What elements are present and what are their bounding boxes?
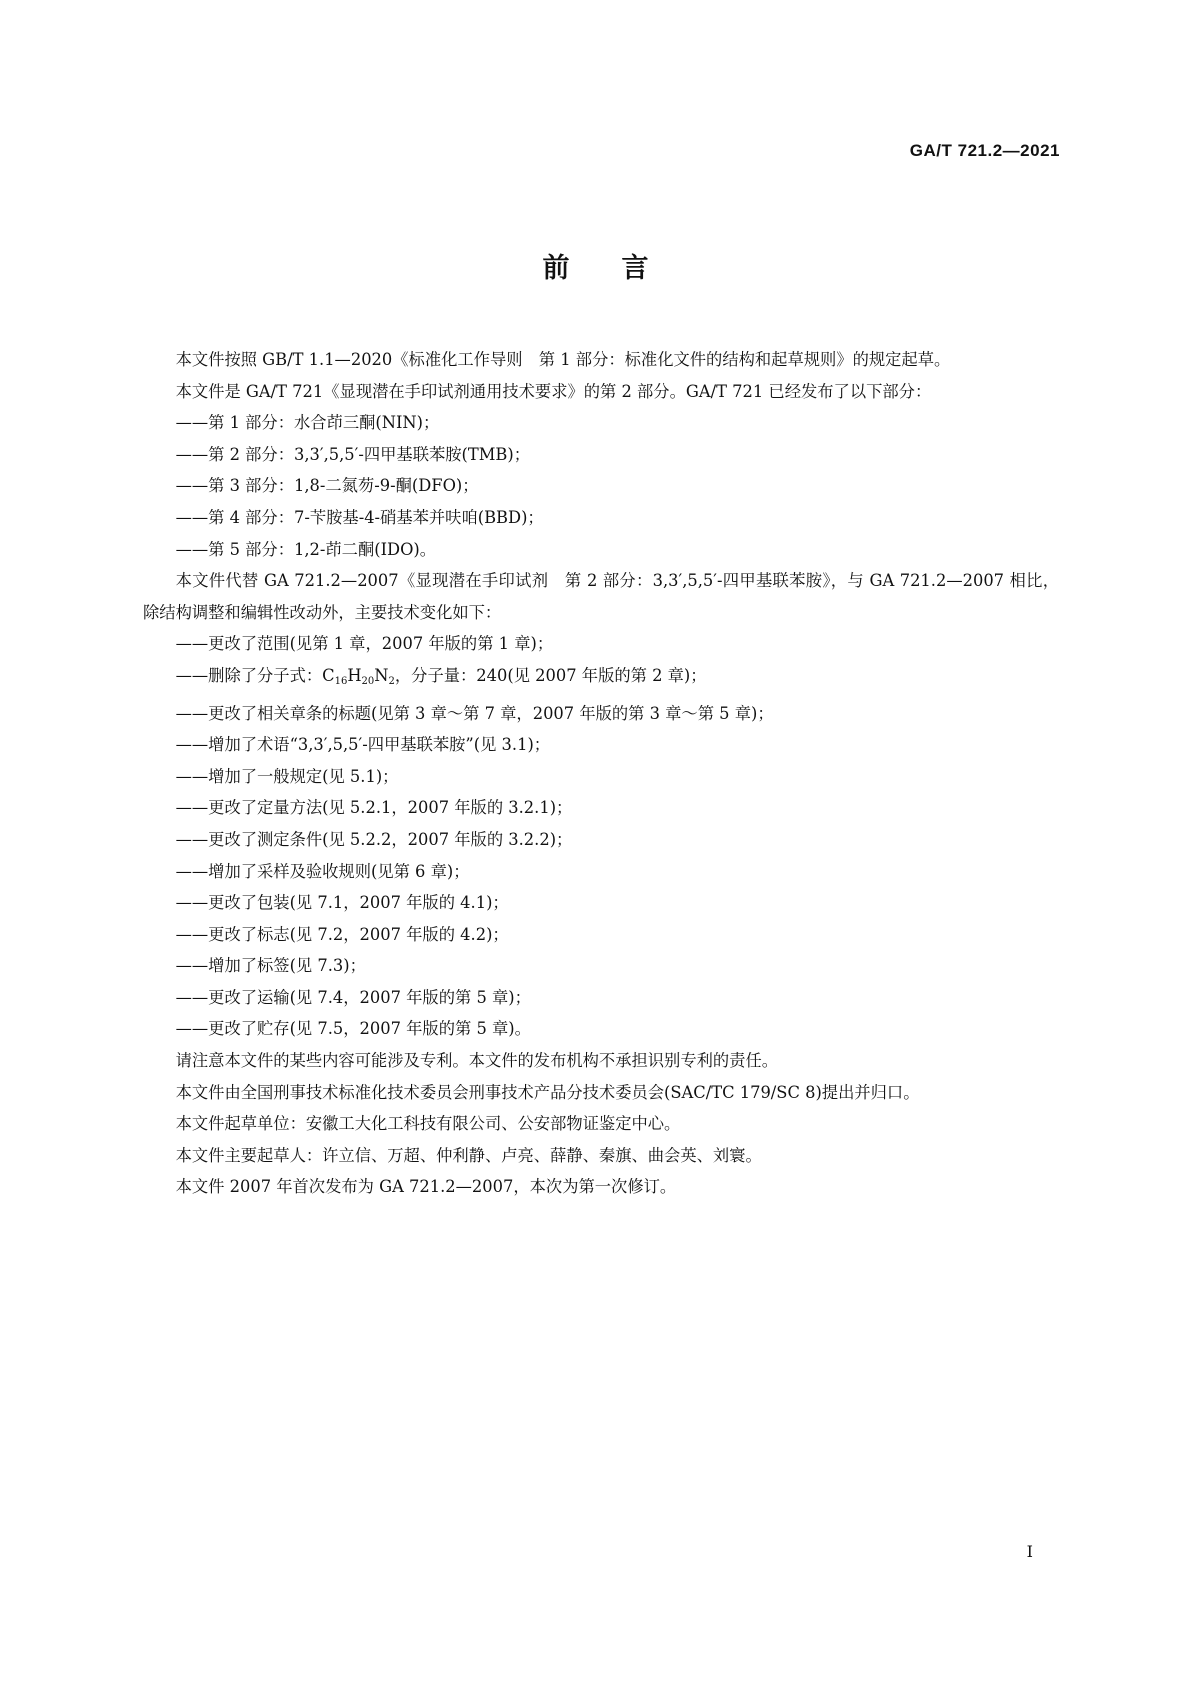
list-item-change: ——更改了相关章条的标题(见第 3 章～第 7 章，2007 年版的第 3 章～第 5 章)； [175, 703, 774, 723]
list-item-part-5: ——第 5 部分：1,2-茚二酮(IDO)。 [175, 539, 437, 559]
list-item-change: ——更改了范围(见第 1 章，2007 年版的第 1 章)； [175, 634, 554, 654]
list-item-change: ——增加了一般规定(见 5.1)； [175, 766, 399, 786]
paragraph-replacement: 本文件代替 GA 721.2—2007《显现潜在手印试剂 第 2 部分：3,3′,5,5′-四甲基联苯胺》，与 GA 721.2—2007 相比，除结构调整和编辑性改动外，主要技术变化如下： [143, 571, 1059, 622]
formula-element: N [374, 665, 389, 685]
paragraph-series-intro: 本文件是 GA/T 721《显现潜在手印试剂通用技术要求》的第 2 部分。GA/T 721 已经发布了以下部分： [175, 381, 932, 401]
list-item-change: ——增加了标签(见 7.3)； [175, 956, 366, 976]
document-body [143, 344, 1059, 1203]
list-item-change: ——更改了贮存(见 7.5，2007 年版的第 5 章)。 [175, 1019, 531, 1039]
list-item-change: ——增加了术语“3,3′,5,5′-四甲基联苯胺”(见 3.1)； [175, 735, 551, 755]
list-item-change: ——增加了采样及验收规则(见第 6 章)； [175, 861, 470, 881]
list-item-change: ——更改了包装(见 7.1，2007 年版的 4.1)； [175, 893, 509, 913]
paragraph-proposer: 本文件由全国刑事技术标准化技术委员会刑事技术产品分技术委员会(SAC/TC 179/SC 8)提出并归口。 [175, 1082, 920, 1102]
formula-suffix: ，分子量：240(见 2007 年版的第 2 章)； [394, 665, 707, 685]
formula-subscript: 16 [334, 675, 348, 687]
page-number: I [1026, 1542, 1033, 1561]
list-item-part-1: ——第 1 部分：水合茚三酮(NIN)； [175, 413, 440, 433]
list-item-part-2: ——第 2 部分：3,3′,5,5′-四甲基联苯胺(TMB)； [175, 444, 531, 464]
list-item-change: ——更改了定量方法(见 5.2.1，2007 年版的 3.2.1)； [175, 798, 573, 818]
list-item-change: ——更改了标志(见 7.2，2007 年版的 4.2)； [175, 924, 509, 944]
formula-prefix: ——删除了分子式：C [175, 665, 335, 685]
list-item-change: ——更改了测定条件(见 5.2.2，2007 年版的 3.2.2)； [175, 829, 573, 849]
paragraph-history: 本文件 2007 年首次发布为 GA 721.2—2007，本次为第一次修订。 [175, 1177, 677, 1197]
paragraph-drafters: 本文件主要起草人：许立信、万超、仲利静、卢亮、薛静、秦旗、曲会英、刘寰。 [175, 1145, 762, 1165]
list-item-change: ——更改了运输(见 7.4，2007 年版的第 5 章)； [175, 987, 531, 1007]
formula-subscript: 20 [361, 675, 375, 687]
paragraph-drafting-units: 本文件起草单位：安徽工大化工科技有限公司、公安部物证鉴定中心。 [175, 1114, 681, 1134]
paragraph-drafting-basis: 本文件按照 GB/T 1.1—2020《标准化工作导则 第 1 部分：标准化文件的结构和起草规则》的规定起草。 [175, 350, 951, 369]
list-item-part-3: ——第 3 部分：1,8-二氮芴-9-酮(DFO)； [175, 476, 479, 496]
paragraph-patent-notice: 请注意本文件的某些内容可能涉及专利。本文件的发布机构不承担识别专利的责任。 [175, 1051, 779, 1071]
formula-subscript: 2 [388, 675, 395, 687]
page-title: 前言 [542, 253, 701, 284]
standard-code: GA/T 721.2—2021 [909, 141, 1060, 160]
list-item-change-formula [143, 660, 1059, 698]
list-item-part-4: ——第 4 部分：7-苄胺基-4-硝基苯并呋咱(BBD)； [175, 507, 544, 527]
formula-element: H [347, 665, 362, 685]
